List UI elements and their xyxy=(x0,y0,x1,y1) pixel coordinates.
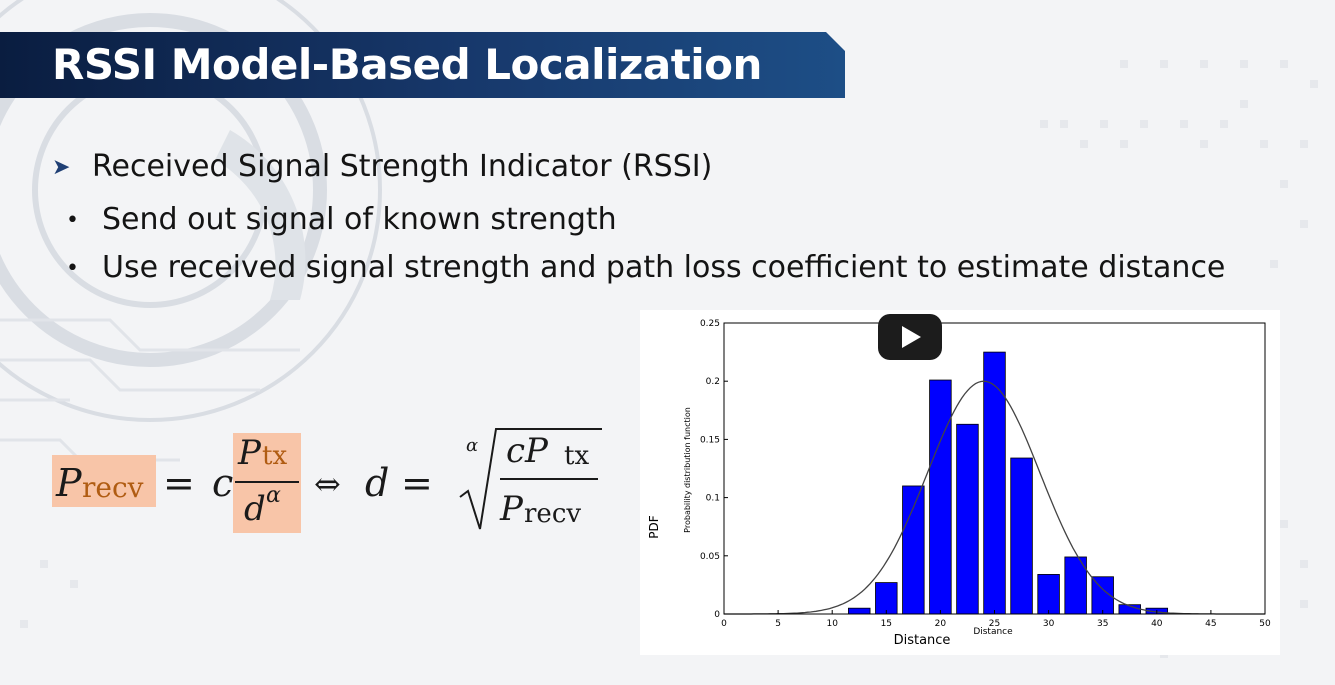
iff-symbol: ⇔ xyxy=(314,465,341,503)
x-tick-label: 0 xyxy=(721,619,727,629)
rssi-formula xyxy=(52,425,612,545)
d-var: d xyxy=(244,489,266,529)
root-denominator-subscript: recv xyxy=(524,499,582,529)
root-numerator-c-p: cP xyxy=(506,431,548,471)
histogram-bar xyxy=(1038,574,1060,614)
p-recv-var: P xyxy=(56,461,82,505)
x-axis-label: Distance xyxy=(893,633,951,648)
y-tick-label: 0.2 xyxy=(705,377,720,388)
x-tick-label: 35 xyxy=(1096,619,1109,629)
root-numerator-subscript: tx xyxy=(564,441,590,471)
arrow-bullet-icon: ➤ xyxy=(52,154,71,180)
sub-bullet-text: Use received signal strength and path loss coefficient to estimate distance xyxy=(102,250,1226,285)
root-index: α xyxy=(466,435,479,456)
x-tick-label: 10 xyxy=(826,619,838,629)
x-tick-label: 20 xyxy=(934,619,947,629)
histogram-svg xyxy=(640,310,1280,655)
equals-sign: = xyxy=(163,461,195,505)
histogram-bar xyxy=(903,486,925,614)
histogram-bar xyxy=(957,424,979,614)
coef-c: c xyxy=(212,461,234,505)
equals-sign: = xyxy=(401,461,433,505)
histogram-bar xyxy=(930,380,952,614)
root-denominator-p: P xyxy=(500,489,523,529)
x-tick-label: 50 xyxy=(1259,619,1271,629)
histogram-bar xyxy=(1011,458,1033,614)
p-recv-subscript: recv xyxy=(82,471,144,504)
y-tick-label: 0.15 xyxy=(699,435,720,446)
y-axis-label: PDF xyxy=(647,515,661,539)
sub-bullet-text: Send out signal of known strength xyxy=(102,202,617,237)
sub-bullet xyxy=(66,198,617,242)
x-tick-label: 25 xyxy=(988,619,1001,629)
p-tx-subscript: tx xyxy=(262,441,288,471)
y-tick-label: 0.1 xyxy=(705,493,720,504)
main-bullet xyxy=(52,145,712,189)
histogram-bar xyxy=(984,352,1006,614)
play-icon[interactable] xyxy=(902,326,921,348)
x-tick-label: 15 xyxy=(880,619,893,629)
x-tick-label: 5 xyxy=(775,619,781,629)
x-axis-label-small: Distance xyxy=(973,627,1013,637)
y-tick-label: 0.25 xyxy=(699,319,720,329)
y-axis-label-small: Probability distribution function xyxy=(683,407,692,533)
slide-title: RSSI Model-Based Localization xyxy=(52,40,762,89)
alpha-exponent: α xyxy=(266,483,281,508)
y-tick-label: 0.05 xyxy=(699,551,720,562)
histogram-bar xyxy=(848,608,870,614)
x-tick-label: 30 xyxy=(1042,619,1055,629)
main-bullet-text: Received Signal Strength Indicator (RSSI) xyxy=(92,149,713,184)
dot-bullet-icon: • xyxy=(66,207,79,233)
x-tick-label: 45 xyxy=(1205,619,1217,629)
video-play-button[interactable] xyxy=(878,314,942,360)
sub-bullet xyxy=(66,246,1225,290)
histogram-bar xyxy=(875,583,897,614)
y-tick-label: 0 xyxy=(714,610,720,620)
p-tx-var: P xyxy=(238,433,261,473)
d-result: d xyxy=(365,461,390,505)
dot-bullet-icon: • xyxy=(66,255,79,281)
x-tick-label: 40 xyxy=(1151,619,1163,629)
rssi-distance-histogram xyxy=(640,310,1280,655)
